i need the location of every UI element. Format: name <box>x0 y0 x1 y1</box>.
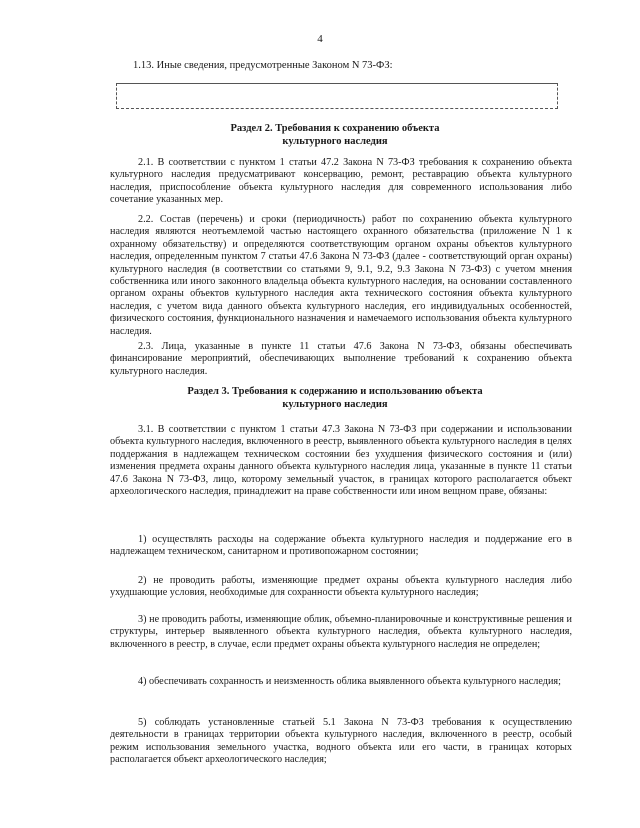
list-item-3: 3) не проводить работы, изменяющие облик, объемно-планировочные и конструктивные решения и структуры, интерьер выявленного объекта культурного наследия, объекта культурного наследия, включенного в реестр, в случае, если предмет охраны объекта культурного наследия не определен; <box>110 614 572 650</box>
empty-info-box <box>116 83 558 109</box>
list-item-1: 1) осуществлять расходы на содержание объекта культурного наследия и поддержание его в надлежащем техническом, санитарном и противопожарном состоянии; <box>110 534 572 558</box>
section-2-title-line2: культурного наследия <box>282 136 388 147</box>
paragraph-2-2: 2.2. Состав (перечень) и сроки (периодичность) работ по сохранению объекта культурного наследия являются неотъемлемой частью настоящего охранного обязательства (приложение N 1 к охранному обязательству) и определяются соответствующим органом охраны объектов культурного наследия, определенным пунктом 7 статьи 47.6 Закона N 73-ФЗ (далее - соответствующий орган охраны) культурного наследия (в соответствии со статьями 9, 9.1, 9.2, 9.3 Закона N 73-ФЗ) с учетом мнения собственника или иного законного владельца объекта культурного наследия, на основании составленного органом охраны объектов культурного наследия акта технического состояния объекта культурного наследия, с учетом вида данного объекта культурного наследия, его индивидуальных особенностей, физического состояния, функционального назначения и намечаемого использования объекта культурного наследия. <box>110 214 572 337</box>
paragraph-3-1: 3.1. В соответствии с пунктом 1 статьи 47.3 Закона N 73-ФЗ при содержании и использовании объекта культурного наследия, включенного в реестр, выявленного объекта культурного наследия в целях поддержания в надлежащем техническом состоянии без ухудшения физического состояния и (или) изменения предмета охраны данного объекта культурного наследия лица, указанные в пункте 11 статьи 47.6 Закона N 73-ФЗ, лицо, которому земельный участок, в границах которого располагается объект археологического наследия, принадлежит на праве собственности или ином вещном праве, обязаны: <box>110 424 572 498</box>
list-item-4: 4) обеспечивать сохранность и неизменность облика выявленного объекта культурного наследия; <box>138 676 561 687</box>
section-3-title-line2: культурного наследия <box>282 399 388 410</box>
list-item-2: 2) не проводить работы, изменяющие предмет охраны объекта культурного наследия либо ухудшающие условия, необходимые для сохранности объекта культурного наследия; <box>110 575 572 599</box>
item-1-13: 1.13. Иные сведения, предусмотренные Законом N 73-ФЗ: <box>133 60 393 71</box>
paragraph-2-1: 2.1. В соответствии с пунктом 1 статьи 47.2 Закона N 73-ФЗ требования к сохранению объекта культурного наследия предусматривают консервацию, ремонт, реставрацию объекта культурного наследия, приспособление объекта культурного наследия для современного использования либо сочетание указанных мер. <box>110 157 572 206</box>
section-2-heading <box>100 122 570 148</box>
section-2-title-line1: Раздел 2. Требования к сохранению объекта <box>230 123 440 134</box>
page-number: 4 <box>317 33 323 45</box>
paragraph-2-3: 2.3. Лица, указанные в пункте 11 статьи 47.6 Закона N 73-ФЗ, обязаны обеспечивать финансирование мероприятий, обеспечивающих выполнение требований к сохранению объекта культурного наследия. <box>110 341 572 377</box>
section-3-title-line1: Раздел 3. Требования к содержанию и использованию объекта <box>187 386 483 397</box>
list-item-5: 5) соблюдать установленные статьей 5.1 Закона N 73-ФЗ требования к осуществлению деятельности в границах территории объекта культурного наследия, включенного в реестр, особый режим использования земельного участка, водного объекта или его части, в границах которых располагается объект археологического наследия; <box>110 717 572 766</box>
section-3-heading <box>100 385 570 411</box>
